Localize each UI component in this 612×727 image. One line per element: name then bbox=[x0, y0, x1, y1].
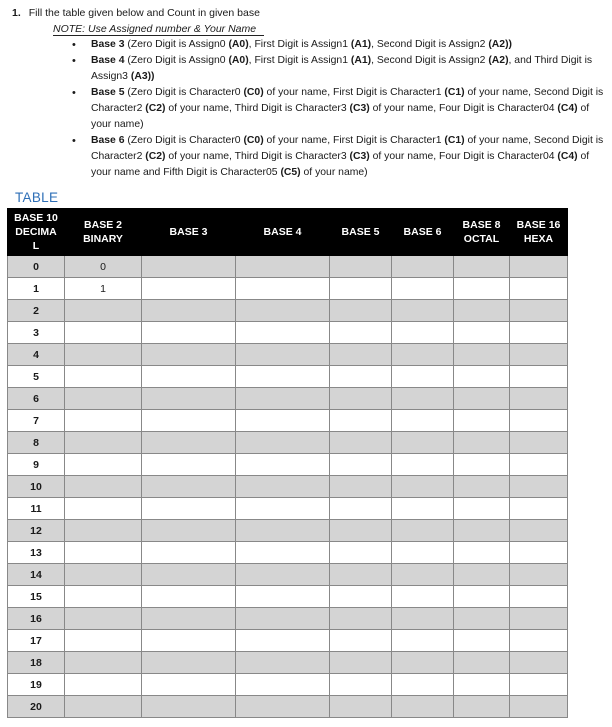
assignment-note bbox=[53, 23, 264, 35]
value-cell[interactable] bbox=[454, 432, 510, 454]
rule-text: of your name, First Digit is Character1 bbox=[263, 87, 445, 98]
value-cell[interactable] bbox=[65, 498, 142, 520]
value-cell[interactable] bbox=[65, 300, 142, 322]
decimal-cell: 9 bbox=[8, 454, 65, 476]
rule-text: of your name, Four Digit is Character04 bbox=[369, 151, 558, 162]
value-cell[interactable] bbox=[236, 278, 330, 300]
value-cell[interactable] bbox=[330, 476, 392, 498]
value-cell[interactable] bbox=[330, 586, 392, 608]
column-header-label: BASE 8 bbox=[462, 219, 501, 231]
value-cell[interactable] bbox=[454, 564, 510, 586]
value-cell[interactable] bbox=[236, 630, 330, 652]
value-cell[interactable] bbox=[236, 344, 330, 366]
decimal-cell: 10 bbox=[8, 476, 65, 498]
value-cell[interactable] bbox=[392, 630, 454, 652]
value-cell[interactable] bbox=[142, 564, 236, 586]
rule-text: of your name and Fifth Digit is Character05 bbox=[91, 151, 590, 178]
value-cell[interactable] bbox=[236, 366, 330, 388]
value-cell[interactable] bbox=[65, 696, 142, 718]
table-row bbox=[8, 652, 568, 674]
value-cell[interactable] bbox=[236, 652, 330, 674]
value-cell[interactable] bbox=[65, 542, 142, 564]
decimal-cell: 12 bbox=[8, 520, 65, 542]
rule-text: of your name) bbox=[91, 103, 590, 130]
rule-text: of your name, Four Digit is Character04 bbox=[369, 103, 558, 114]
value-cell[interactable]: 1 bbox=[65, 278, 142, 300]
value-cell[interactable] bbox=[142, 630, 236, 652]
value-cell[interactable] bbox=[330, 542, 392, 564]
table-row bbox=[8, 256, 568, 278]
value-cell[interactable] bbox=[236, 542, 330, 564]
rule-text: , First Digit is Assign1 bbox=[248, 55, 351, 66]
value-cell[interactable]: 0 bbox=[65, 256, 142, 278]
value-cell[interactable] bbox=[454, 322, 510, 344]
value-cell[interactable] bbox=[510, 696, 568, 718]
decimal-cell: 4 bbox=[8, 344, 65, 366]
value-cell[interactable] bbox=[454, 388, 510, 410]
value-cell[interactable] bbox=[392, 498, 454, 520]
value-cell[interactable] bbox=[142, 256, 236, 278]
value-cell[interactable] bbox=[392, 520, 454, 542]
value-cell[interactable] bbox=[330, 564, 392, 586]
base-rules-list bbox=[70, 37, 605, 181]
rule-text: of your name, Second Digit is Character2 bbox=[91, 87, 604, 114]
rule-text: of your name, Second Digit is Character2 bbox=[91, 135, 604, 162]
decimal-cell: 7 bbox=[8, 410, 65, 432]
value-cell[interactable] bbox=[392, 388, 454, 410]
value-cell[interactable] bbox=[510, 498, 568, 520]
value-cell[interactable] bbox=[510, 630, 568, 652]
decimal-cell: 15 bbox=[8, 586, 65, 608]
value-cell[interactable] bbox=[65, 564, 142, 586]
value-cell[interactable] bbox=[454, 652, 510, 674]
rule-item bbox=[70, 133, 605, 181]
value-cell[interactable] bbox=[392, 300, 454, 322]
bullet-icon: • bbox=[72, 39, 76, 51]
value-cell[interactable] bbox=[65, 432, 142, 454]
table-row bbox=[8, 344, 568, 366]
rule-text: (A2)) bbox=[488, 39, 512, 50]
column-header bbox=[8, 209, 65, 256]
value-cell[interactable] bbox=[454, 542, 510, 564]
value-cell[interactable] bbox=[510, 366, 568, 388]
decimal-cell: 8 bbox=[8, 432, 65, 454]
decimal-cell: 0 bbox=[8, 256, 65, 278]
value-cell[interactable] bbox=[392, 432, 454, 454]
rule-text: (C1) bbox=[444, 87, 465, 98]
value-cell[interactable] bbox=[65, 674, 142, 696]
value-cell[interactable] bbox=[510, 432, 568, 454]
table-row bbox=[8, 542, 568, 564]
table-row bbox=[8, 454, 568, 476]
value-cell[interactable] bbox=[454, 586, 510, 608]
value-cell[interactable] bbox=[142, 586, 236, 608]
value-cell[interactable] bbox=[236, 388, 330, 410]
rule-text: of your name, Third Digit is Character3 bbox=[165, 151, 350, 162]
table-row bbox=[8, 322, 568, 344]
value-cell[interactable] bbox=[454, 454, 510, 476]
value-cell[interactable] bbox=[454, 498, 510, 520]
value-cell[interactable] bbox=[392, 344, 454, 366]
value-cell[interactable] bbox=[142, 520, 236, 542]
value-cell[interactable] bbox=[142, 652, 236, 674]
value-cell[interactable] bbox=[510, 674, 568, 696]
value-cell[interactable] bbox=[65, 322, 142, 344]
value-cell[interactable] bbox=[454, 256, 510, 278]
rule-text: of your name, Third Digit is Character3 bbox=[165, 103, 350, 114]
rule-text: Base 3 bbox=[91, 39, 125, 50]
value-cell[interactable] bbox=[142, 300, 236, 322]
column-header-label: BASE 4 bbox=[263, 226, 302, 238]
value-cell[interactable] bbox=[236, 256, 330, 278]
rule-text: (Zero Digit is Character0 bbox=[124, 87, 244, 98]
value-cell[interactable] bbox=[330, 674, 392, 696]
table-row bbox=[8, 432, 568, 454]
value-cell[interactable] bbox=[236, 322, 330, 344]
value-cell[interactable] bbox=[236, 608, 330, 630]
value-cell[interactable] bbox=[510, 278, 568, 300]
value-cell[interactable] bbox=[142, 322, 236, 344]
value-cell[interactable] bbox=[330, 278, 392, 300]
table-body bbox=[8, 256, 568, 718]
value-cell[interactable] bbox=[454, 630, 510, 652]
question-text: Fill the table given below and Count in given base bbox=[28, 7, 260, 19]
value-cell[interactable] bbox=[65, 586, 142, 608]
value-cell[interactable] bbox=[236, 476, 330, 498]
table-row bbox=[8, 630, 568, 652]
rule-text: , and Third Digit is Assign3 bbox=[91, 55, 593, 82]
table-row bbox=[8, 608, 568, 630]
value-cell[interactable] bbox=[142, 278, 236, 300]
column-header-label: L bbox=[32, 240, 40, 252]
value-cell[interactable] bbox=[392, 608, 454, 630]
column-header-label: BASE 10 bbox=[14, 212, 58, 224]
decimal-cell: 6 bbox=[8, 388, 65, 410]
value-cell[interactable] bbox=[510, 410, 568, 432]
value-cell[interactable] bbox=[142, 476, 236, 498]
value-cell[interactable] bbox=[510, 542, 568, 564]
base-conversion-table bbox=[7, 208, 568, 718]
value-cell[interactable] bbox=[330, 630, 392, 652]
rule-item bbox=[70, 37, 605, 53]
value-cell[interactable] bbox=[65, 366, 142, 388]
value-cell[interactable] bbox=[330, 696, 392, 718]
column-header bbox=[454, 209, 510, 256]
value-cell[interactable] bbox=[510, 388, 568, 410]
table-row bbox=[8, 410, 568, 432]
value-cell[interactable] bbox=[236, 498, 330, 520]
value-cell[interactable] bbox=[236, 564, 330, 586]
table-row bbox=[8, 278, 568, 300]
rule-text: Base 6 bbox=[91, 135, 125, 146]
value-cell[interactable] bbox=[392, 586, 454, 608]
value-cell[interactable] bbox=[142, 696, 236, 718]
table-row bbox=[8, 586, 568, 608]
rule-item bbox=[70, 53, 605, 85]
value-cell[interactable] bbox=[454, 278, 510, 300]
value-cell[interactable] bbox=[330, 388, 392, 410]
value-cell[interactable] bbox=[454, 410, 510, 432]
table-row bbox=[8, 300, 568, 322]
value-cell[interactable] bbox=[236, 432, 330, 454]
value-cell[interactable] bbox=[65, 652, 142, 674]
decimal-cell: 5 bbox=[8, 366, 65, 388]
rule-text: (A3)) bbox=[130, 71, 155, 82]
value-cell[interactable] bbox=[330, 344, 392, 366]
value-cell[interactable] bbox=[392, 674, 454, 696]
question-number: 1. bbox=[12, 7, 21, 19]
rule-text: (A1) bbox=[350, 39, 372, 50]
rule-text: Base 5 bbox=[91, 87, 125, 98]
value-cell[interactable] bbox=[236, 300, 330, 322]
value-cell[interactable] bbox=[330, 454, 392, 476]
value-cell[interactable] bbox=[330, 432, 392, 454]
column-header-label: BASE 2 bbox=[84, 219, 122, 231]
value-cell[interactable] bbox=[65, 608, 142, 630]
value-cell[interactable] bbox=[454, 608, 510, 630]
bullet-icon: • bbox=[72, 87, 76, 99]
value-cell[interactable] bbox=[330, 256, 392, 278]
bullet-icon: • bbox=[72, 135, 76, 147]
value-cell[interactable] bbox=[454, 300, 510, 322]
rule-text: (C2) bbox=[145, 151, 166, 162]
value-cell[interactable] bbox=[392, 256, 454, 278]
table-row bbox=[8, 388, 568, 410]
rule-text: (A1) bbox=[350, 55, 372, 66]
rule-text: (C4) bbox=[557, 151, 578, 162]
table-row bbox=[8, 674, 568, 696]
column-header bbox=[65, 209, 142, 256]
value-cell[interactable] bbox=[510, 322, 568, 344]
table-row bbox=[8, 696, 568, 718]
value-cell[interactable] bbox=[392, 454, 454, 476]
rule-text: of your name, First Digit is Character1 bbox=[263, 135, 445, 146]
value-cell[interactable] bbox=[142, 410, 236, 432]
rule-text: , Second Digit is Assign2 bbox=[371, 55, 489, 66]
rule-text: (C0) bbox=[243, 135, 264, 146]
value-cell[interactable] bbox=[454, 674, 510, 696]
value-cell[interactable] bbox=[392, 476, 454, 498]
value-cell[interactable] bbox=[65, 520, 142, 542]
value-cell[interactable] bbox=[236, 696, 330, 718]
value-cell[interactable] bbox=[142, 388, 236, 410]
decimal-cell: 1 bbox=[8, 278, 65, 300]
value-cell[interactable] bbox=[510, 476, 568, 498]
table-label: TABLE bbox=[15, 190, 59, 205]
rule-text: (C3) bbox=[349, 103, 370, 114]
table-row bbox=[8, 366, 568, 388]
value-cell[interactable] bbox=[330, 322, 392, 344]
value-cell[interactable] bbox=[392, 410, 454, 432]
value-cell[interactable] bbox=[142, 498, 236, 520]
value-cell[interactable] bbox=[510, 564, 568, 586]
column-header bbox=[236, 209, 330, 256]
value-cell[interactable] bbox=[510, 256, 568, 278]
value-cell[interactable] bbox=[236, 674, 330, 696]
value-cell[interactable] bbox=[330, 300, 392, 322]
value-cell[interactable] bbox=[65, 476, 142, 498]
question-heading bbox=[12, 7, 260, 19]
rule-text: (C5) bbox=[280, 167, 301, 178]
value-cell[interactable] bbox=[142, 454, 236, 476]
rule-text: (A2) bbox=[488, 55, 509, 66]
rule-text: , First Digit is Assign1 bbox=[248, 39, 351, 50]
value-cell[interactable] bbox=[510, 300, 568, 322]
rule-text: (A0) bbox=[228, 55, 249, 66]
table-row bbox=[8, 476, 568, 498]
value-cell[interactable] bbox=[392, 696, 454, 718]
column-header bbox=[510, 209, 568, 256]
value-cell[interactable] bbox=[330, 520, 392, 542]
value-cell[interactable] bbox=[236, 410, 330, 432]
decimal-cell: 14 bbox=[8, 564, 65, 586]
rule-text: (Zero Digit is Character0 bbox=[124, 135, 244, 146]
value-cell[interactable] bbox=[236, 454, 330, 476]
decimal-cell: 13 bbox=[8, 542, 65, 564]
value-cell[interactable] bbox=[236, 586, 330, 608]
rule-text: (A0) bbox=[228, 39, 249, 50]
decimal-cell: 17 bbox=[8, 630, 65, 652]
value-cell[interactable] bbox=[65, 344, 142, 366]
rule-item bbox=[70, 85, 605, 133]
decimal-cell: 19 bbox=[8, 674, 65, 696]
value-cell[interactable] bbox=[142, 608, 236, 630]
rule-text: (C4) bbox=[557, 103, 578, 114]
value-cell[interactable] bbox=[142, 432, 236, 454]
decimal-cell: 3 bbox=[8, 322, 65, 344]
value-cell[interactable] bbox=[65, 454, 142, 476]
column-header bbox=[392, 209, 454, 256]
rule-text: of your name) bbox=[300, 167, 368, 178]
rule-text: (Zero Digit is Assign0 bbox=[124, 55, 229, 66]
bullet-icon: • bbox=[72, 55, 76, 67]
rule-text: (C0) bbox=[243, 87, 264, 98]
value-cell[interactable] bbox=[65, 630, 142, 652]
column-header-label: HEXA bbox=[523, 233, 554, 245]
column-header-label: DECIMA bbox=[15, 226, 57, 238]
decimal-cell: 20 bbox=[8, 696, 65, 718]
value-cell[interactable] bbox=[236, 520, 330, 542]
value-cell[interactable] bbox=[330, 498, 392, 520]
value-cell[interactable] bbox=[142, 344, 236, 366]
value-cell[interactable] bbox=[65, 410, 142, 432]
value-cell[interactable] bbox=[510, 344, 568, 366]
decimal-cell: 11 bbox=[8, 498, 65, 520]
value-cell[interactable] bbox=[392, 322, 454, 344]
column-header bbox=[330, 209, 392, 256]
value-cell[interactable] bbox=[454, 520, 510, 542]
value-cell[interactable] bbox=[330, 652, 392, 674]
value-cell[interactable] bbox=[510, 586, 568, 608]
value-cell[interactable] bbox=[510, 520, 568, 542]
column-header bbox=[142, 209, 236, 256]
decimal-cell: 18 bbox=[8, 652, 65, 674]
value-cell[interactable] bbox=[65, 388, 142, 410]
column-header-label: OCTAL bbox=[463, 233, 500, 245]
table-row bbox=[8, 564, 568, 586]
table-header-row bbox=[8, 209, 568, 256]
value-cell[interactable] bbox=[142, 674, 236, 696]
column-header-label: BASE 16 bbox=[516, 219, 561, 231]
column-header-label: BASE 6 bbox=[403, 226, 442, 238]
column-header-label: BINARY bbox=[83, 233, 123, 245]
decimal-cell: 16 bbox=[8, 608, 65, 630]
value-cell[interactable] bbox=[392, 366, 454, 388]
value-cell[interactable] bbox=[330, 410, 392, 432]
value-cell[interactable] bbox=[454, 696, 510, 718]
value-cell[interactable] bbox=[392, 542, 454, 564]
value-cell[interactable] bbox=[454, 366, 510, 388]
value-cell[interactable] bbox=[142, 366, 236, 388]
value-cell[interactable] bbox=[330, 366, 392, 388]
value-cell[interactable] bbox=[392, 278, 454, 300]
column-header-label: BASE 5 bbox=[341, 226, 380, 238]
rule-text: (C1) bbox=[444, 135, 465, 146]
value-cell[interactable] bbox=[142, 542, 236, 564]
value-cell[interactable] bbox=[392, 564, 454, 586]
value-cell[interactable] bbox=[510, 608, 568, 630]
rule-text: , Second Digit is Assign2 bbox=[371, 39, 489, 50]
rule-text: (C2) bbox=[145, 103, 166, 114]
rule-text: (Zero Digit is Assign0 bbox=[124, 39, 229, 50]
value-cell[interactable] bbox=[454, 476, 510, 498]
value-cell[interactable] bbox=[510, 652, 568, 674]
rule-text: (C3) bbox=[349, 151, 370, 162]
value-cell[interactable] bbox=[330, 608, 392, 630]
decimal-cell: 2 bbox=[8, 300, 65, 322]
value-cell[interactable] bbox=[510, 454, 568, 476]
value-cell[interactable] bbox=[392, 652, 454, 674]
value-cell[interactable] bbox=[454, 344, 510, 366]
note-text: NOTE: Use Assigned number & Your Name bbox=[53, 23, 264, 36]
table-row bbox=[8, 520, 568, 542]
table-row bbox=[8, 498, 568, 520]
column-header-label: BASE 3 bbox=[169, 226, 208, 238]
rule-text: Base 4 bbox=[91, 55, 125, 66]
